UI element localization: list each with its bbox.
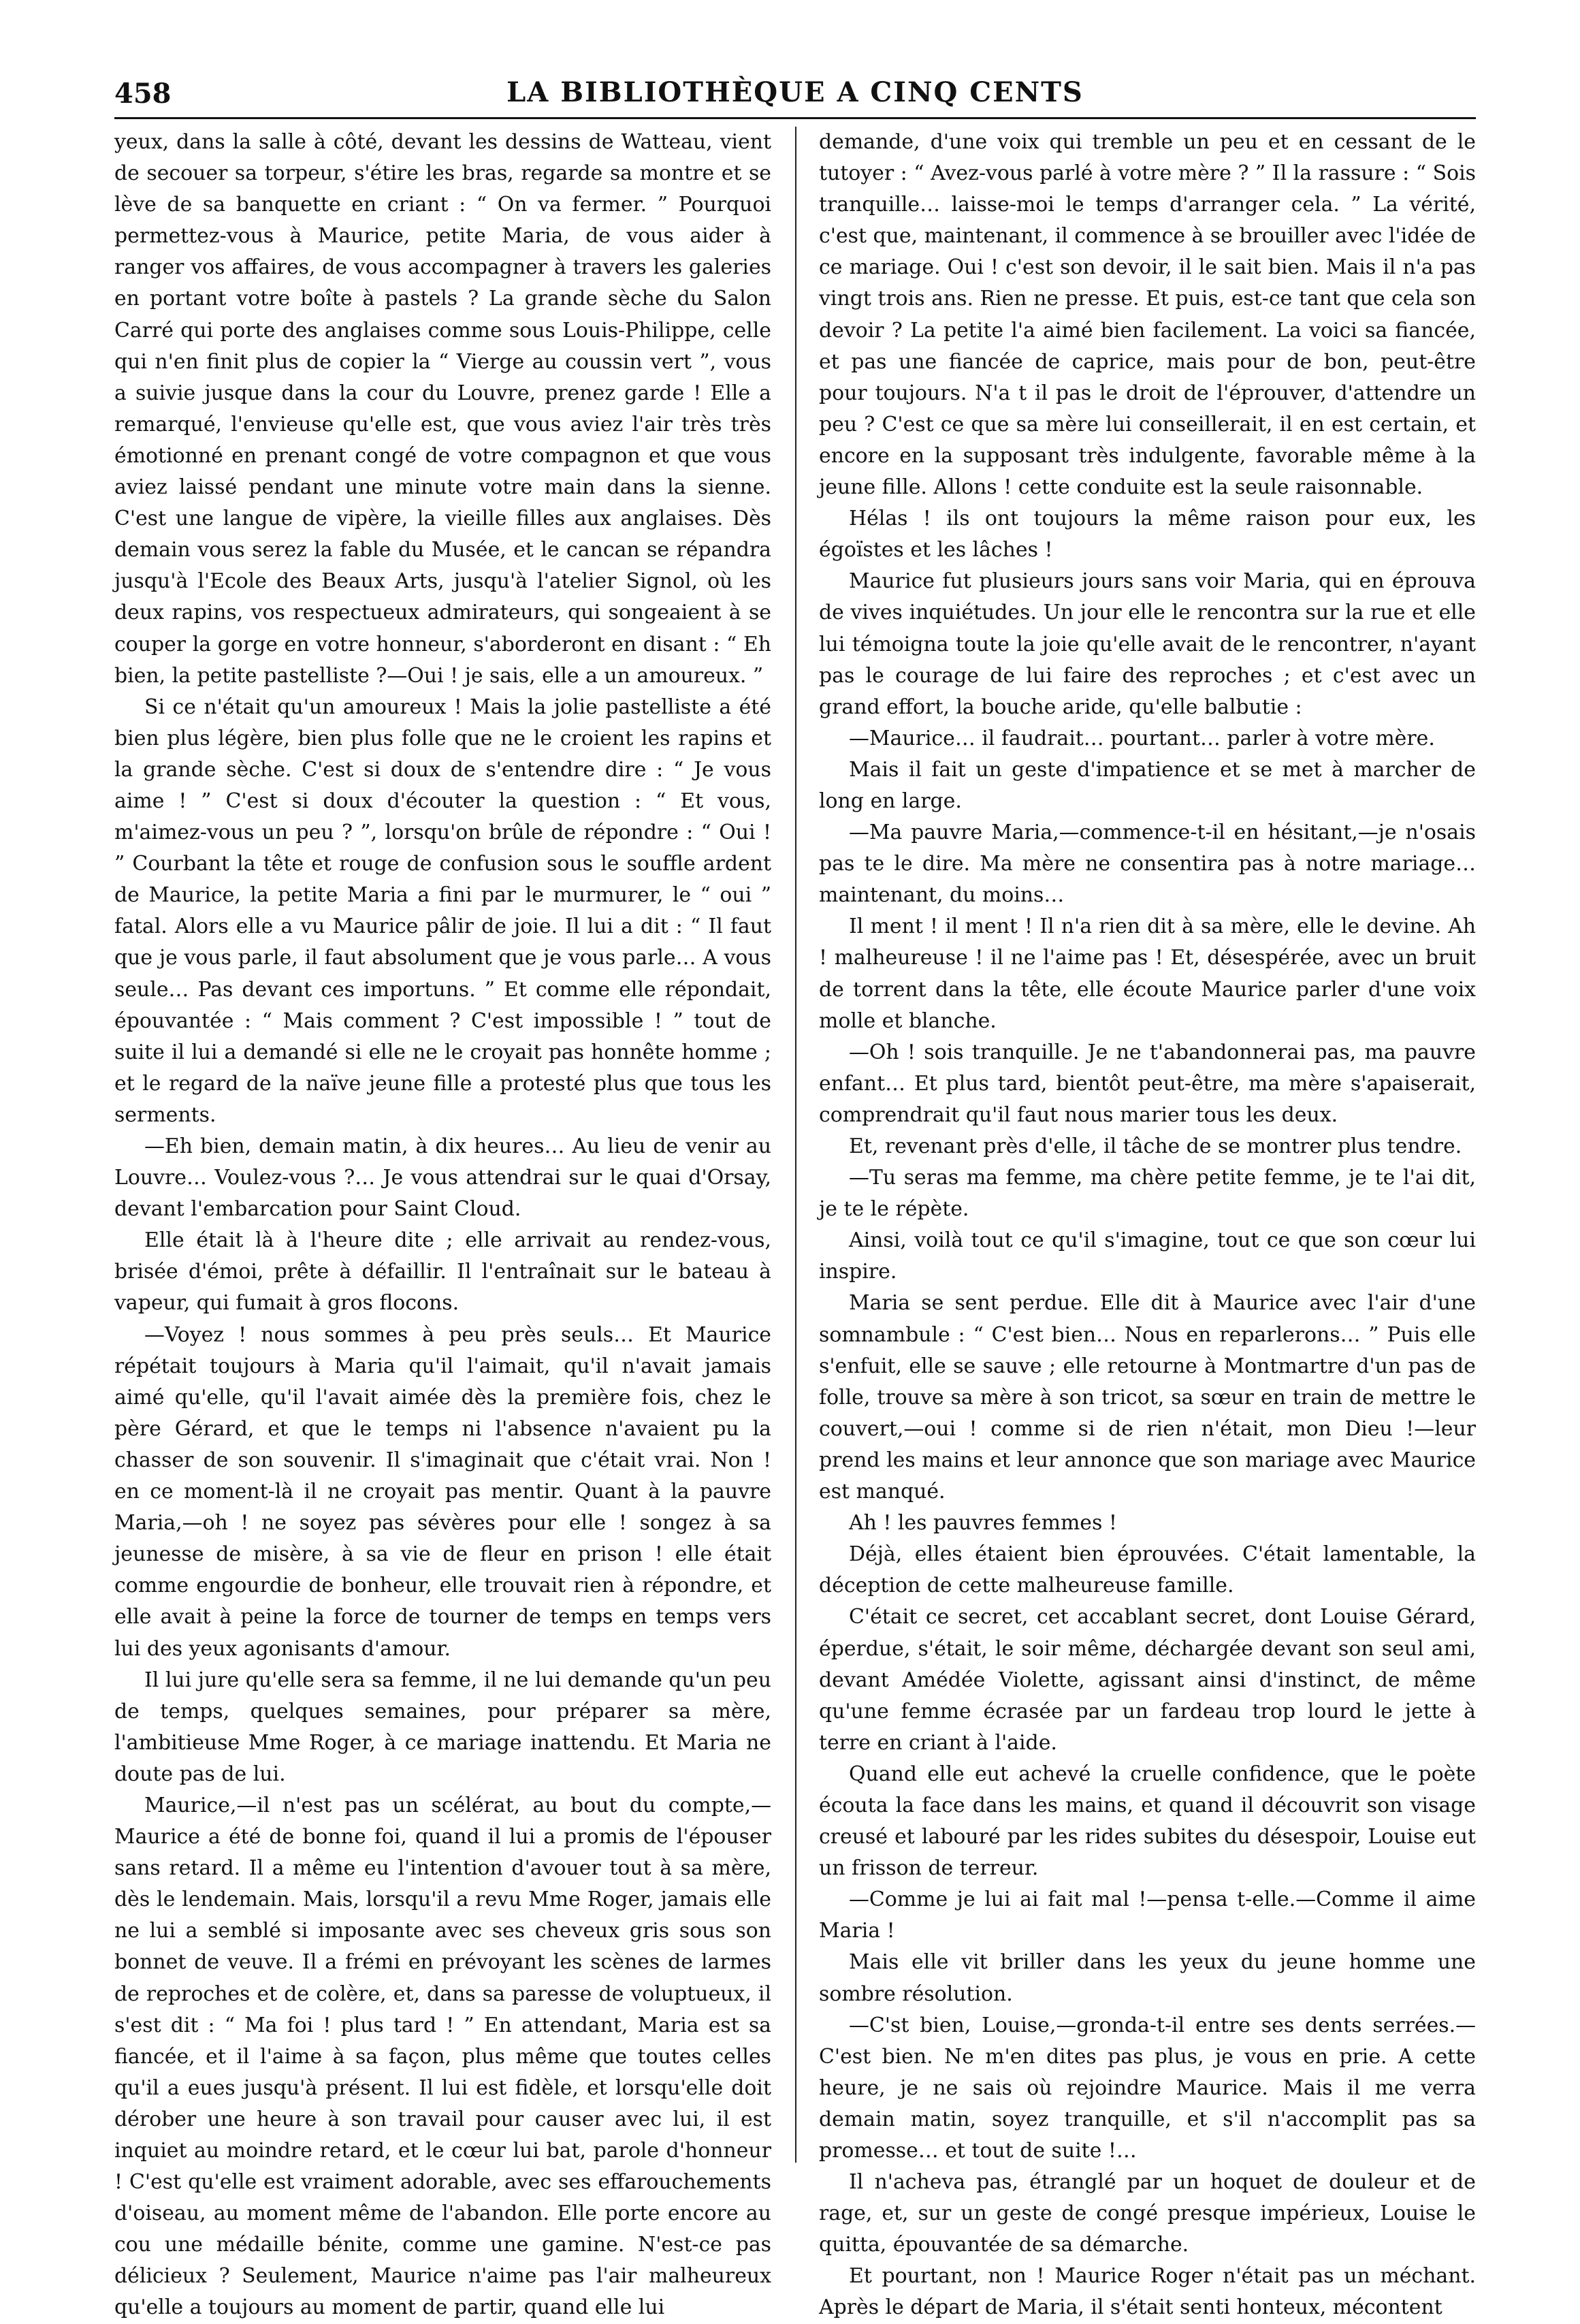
- paragraph: Maurice,—il n'est pas un scélérat, au bout du compte,—Maurice a été de bonne foi, quand il lui a promis de l'épouser sans retard. Il a même eu l'intention d'avouer tout à sa mère, dès le lendemain. Mais, lorsqu'il a revu Mme Roger, jamais elle ne lui a semblé si imposante avec ses cheveux gris sous son bonnet de veuve. Il a frémi en prévoyant les scènes de larmes de reproches et de colère, et, dans sa paresse de voluptueux, il s'est dit : “ Ma foi ! plus tard ! ” En attendant, Maria est sa fiancée, et il l'aime à sa façon, plus même que toutes celles qu'il a eues jusqu'à présent. Il lui est fidèle, et lorsqu'elle doit dérober une heure à son travail pour causer avec lui, il est inquiet au moindre retard, et le cœur lui bat, parole d'honneur ! C'est qu'elle est vraiment adorable, avec ses effarouchements d'oiseau, au moment même de l'abandon. Elle porte encore au cou une médaille bénite, comme une gamine. N'est-ce pas délicieux ? Seulement, Maurice n'aime pas l'air malheureux qu'elle a toujours au moment de partir, quand elle lui: [114, 1793, 771, 2320]
- paragraph: Si ce n'était qu'un amoureux ! Mais la jolie pastelliste a été bien plus légère, bien plus folle que ne le croient les rapins et la grande sèche. C'est si doux de s'entendre dire : “ Je vous aime ! ” C'est si doux d'écouter la question : “ Et vous, m'aimez-vous un peu ? ”, lorsqu'on brûle de répondre : “ Oui ! ” Courbant la tête et rouge de confusion sous le souffle ardent de Maurice, la petite Maria a fini par le murmurer, le “ oui ” fatal. Alors elle a vu Maurice pâlir de joie. Il lui a dit : “ Il faut que je vous parle, il faut absolument que je vous parle… A vous seule… Pas devant ces importuns. ” Et comme elle répondait, épouvantée : “ Mais comment ? C'est impossible ! ” tout de suite il lui a demandé si elle ne le croyait pas honnête homme ; et le regard de la naïve jeune fille a protesté plus que tous les serments.: [114, 695, 771, 1127]
- running-header: [114, 74, 1476, 114]
- column-divider: [795, 127, 796, 2163]
- left-column: [114, 127, 771, 2320]
- paragraph: —Tu seras ma femme, ma chère petite femme, je te l'ai dit, je te le répète.: [819, 1166, 1476, 1222]
- paragraph: Mais elle vit briller dans les yeux du jeune homme une sombre résolution.: [819, 1950, 1476, 2006]
- paragraph: Ainsi, voilà tout ce qu'il s'imagine, tout ce que son cœur lui inspire.: [819, 1228, 1476, 1284]
- paragraph: demande, d'une voix qui tremble un peu et en cessant de le tutoyer : “ Avez-vous parlé à votre mère ? ” Il la rassure : “ Sois tranquille… laisse-moi le temps d'arranger cela. ” La vérité, c'est que, maintenant, il commence à se brouiller avec l'idée de ce mariage. Oui ! c'est son devoir, il le sait bien. Mais il n'a pas vingt trois ans. Rien ne presse. Et puis, est-ce tant que cela son devoir ? La petite l'a aimé bien facilement. La voici sa fiancée, et pas une fiancée de caprice, mais pour de bon, peut-être pour toujours. N'a t il pas le droit de l'éprouver, d'attendre un peu ? C'est ce que sa mère lui conseillerait, il en est certain, et encore en la supposant très indulgente, favorable même à la jeune fille. Allons ! cette conduite est la seule raisonnable.: [819, 130, 1476, 500]
- paragraph: Il ment ! il ment ! Il n'a rien dit à sa mère, elle le devine. Ah ! malheureuse ! il ne l'aime pas ! Et, désespérée, avec un bruit de torrent dans la tête, elle écoute Maurice parler d'une voix molle et blanche.: [819, 914, 1476, 1033]
- paragraph: Mais il fait un geste d'impatience et se met à marcher de long en large.: [819, 757, 1476, 813]
- paragraph: —Voyez ! nous sommes à peu près seuls… Et Maurice répétait toujours à Maria qu'il l'aimait, qu'il n'avait jamais aimé qu'elle, qu'il l'avait aimée dès la première fois, chez le père Gérard, et que le temps ni l'absence n'avaient pu la chasser de son souvenir. Il s'imaginait que c'était vrai. Non ! en ce moment-là il ne croyait pas mentir. Quant à la pauvre Maria,—oh ! ne soyez pas sévères pour elle ! songez à sa jeunesse de misère, à sa vie de fleur en prison ! elle était comme engourdie de bonheur, elle trouvait rien à répondre, et elle avait à peine la force de tourner de temps en temps vers lui des yeux agonisants d'amour.: [114, 1322, 771, 1661]
- paragraph: Déjà, elles étaient bien éprouvées. C'était lamentable, la déception de cette malheureuse famille.: [819, 1542, 1476, 1598]
- paragraph: Et, revenant près d'elle, il tâche de se montrer plus tendre.: [849, 1134, 1462, 1158]
- text-columns: [114, 127, 1476, 2320]
- paragraph: yeux, dans la salle à côté, devant les dessins de Watteau, vient de secouer sa torpeur, s'étire les bras, regarde sa montre et se lève de sa banquette en criant : “ On va fermer. ” Pourquoi permettez-vous à Maurice, petite Maria, de vous aider à ranger vos affaires, de vous accompagner à travers les galeries en portant votre boîte à pastels ? La grande sèche du Salon Carré qui porte des anglaises comme sous Louis-Philippe, celle qui n'en finit plus de copier la “ Vierge au coussin vert ”, vous a suivie jusque dans la cour du Louvre, prenez garde ! Elle a remarqué, l'envieuse qu'elle est, que vous aviez l'air très très émotionné en prenant congé de votre compagnon et que vous aviez laissé pendant une minute votre main dans la sienne. C'est une langue de vipère, la vieille filles aux anglaises. Dès demain vous serez la fable du Musée, et le cancan se répandra jusqu'à l'Ecole des Beaux Arts, jusqu'à l'atelier Signol, où les deux rapins, vos respectueux admirateurs, qui songeaient à se couper la gorge en votre honneur, s'aborderont en disant : “ Eh bien, la petite pastelliste ?—Oui ! je sais, elle a un amoureux. ”: [114, 130, 771, 688]
- paragraph: Il n'acheva pas, étranglé par un hoquet de douleur et de rage, et, sur un geste de congé presque impérieux, Louise le quitta, épouvantée de sa démarche.: [819, 2170, 1476, 2257]
- paragraph: Hélas ! ils ont toujours la même raison pour eux, les égoïstes et les lâches !: [819, 507, 1476, 562]
- header-rule: [114, 117, 1476, 119]
- paragraph: —Maurice… il faudrait… pourtant… parler à votre mère.: [849, 726, 1435, 750]
- paragraph: —Ma pauvre Maria,—commence-t-il en hésitant,—je n'osais pas te le dire. Ma mère ne consentira pas à notre mariage… maintenant, du moins…: [819, 821, 1476, 908]
- paragraph: —Oh ! sois tranquille. Je ne t'abandonnerai pas, ma pauvre enfant… Et plus tard, bientôt peut-être, ma mère s'apaiserait, comprendrait qu'il faut nous marier tous les deux.: [819, 1040, 1476, 1127]
- paragraph: —Eh bien, demain matin, à dix heures… Au lieu de venir au Louvre… Voulez-vous ?… Je vous attendrai sur le quai d'Orsay, devant l'embarcation pour Saint Cloud.: [114, 1134, 771, 1222]
- paragraph: Maurice fut plusieurs jours sans voir Maria, qui en éprouva de vives inquiétudes. Un jour elle le rencontra sur la rue et elle lui témoigna toute la joie qu'elle avait de le rencontrer, n'ayant pas le courage de lui faire des reproches ; et c'est avec un grand effort, la bouche aride, qu'elle balbutie :: [819, 569, 1476, 719]
- running-title: LA BIBLIOTHÈQUE A CINQ CENTS: [506, 76, 1084, 108]
- paragraph: Et pourtant, non ! Maurice Roger n'était pas un méchant. Après le départ de Maria, il s'était senti honteux, mécontent: [819, 2264, 1476, 2320]
- paragraph: Elle était là à l'heure dite ; elle arrivait au rendez-vous, brisée d'émoi, prête à défaillir. Il l'entraînait sur le bateau à vapeur, qui fumait à gros flocons.: [114, 1228, 771, 1316]
- paragraph: Il lui jure qu'elle sera sa femme, il ne lui demande qu'un peu de temps, quelques semaines, pour préparer sa mère, l'ambitieuse Mme Roger, à ce mariage inattendu. Et Maria ne doute pas de lui.: [114, 1668, 771, 1786]
- paragraph: —Comme je lui ai fait mal !—pensa t-elle.—Comme il aime Maria !: [819, 1888, 1476, 1943]
- paragraph: Quand elle eut achevé la cruelle confidence, que le poète écouta la face dans les mains, et quand il découvrit son visage creusé et labouré par les rides subites du désespoir, Louise eut un frisson de terreur.: [819, 1762, 1476, 1881]
- paragraph: C'était ce secret, cet accablant secret, dont Louise Gérard, éperdue, s'était, le soir même, déchargée devant son seul ami, devant Amédée Violette, agissant ainsi d'instinct, de même qu'une femme écrasée par un fardeau trop lourd le jette à terre en criant à l'aide.: [819, 1605, 1476, 1755]
- page-number: 458: [114, 78, 172, 110]
- right-column: [819, 127, 1476, 2320]
- paragraph: —C'st bien, Louise,—gronda-t-il entre ses dents serrées.—C'est bien. Ne m'en dites pas plus, je vous en prie. A cette heure, je ne sais où rejoindre Maurice. Mais il me verra demain matin, soyez tranquille, et s'il n'accomplit pas sa promesse… et tout de suite !…: [819, 2013, 1476, 2163]
- paragraph: Maria se sent perdue. Elle dit à Maurice avec l'air d'une somnambule : “ C'est bien… Nous en reparlerons… ” Puis elle s'enfuit, elle se sauve ; elle retourne à Montmartre d'un pas de folle, trouve sa mère à son tricot, sa sœur en train de mettre le couvert,—oui ! comme si de rien n'était, mon Dieu !—leur prend les mains et leur annonce que son mariage avec Maurice est manqué.: [819, 1291, 1476, 1504]
- paragraph: Ah ! les pauvres femmes !: [849, 1511, 1117, 1535]
